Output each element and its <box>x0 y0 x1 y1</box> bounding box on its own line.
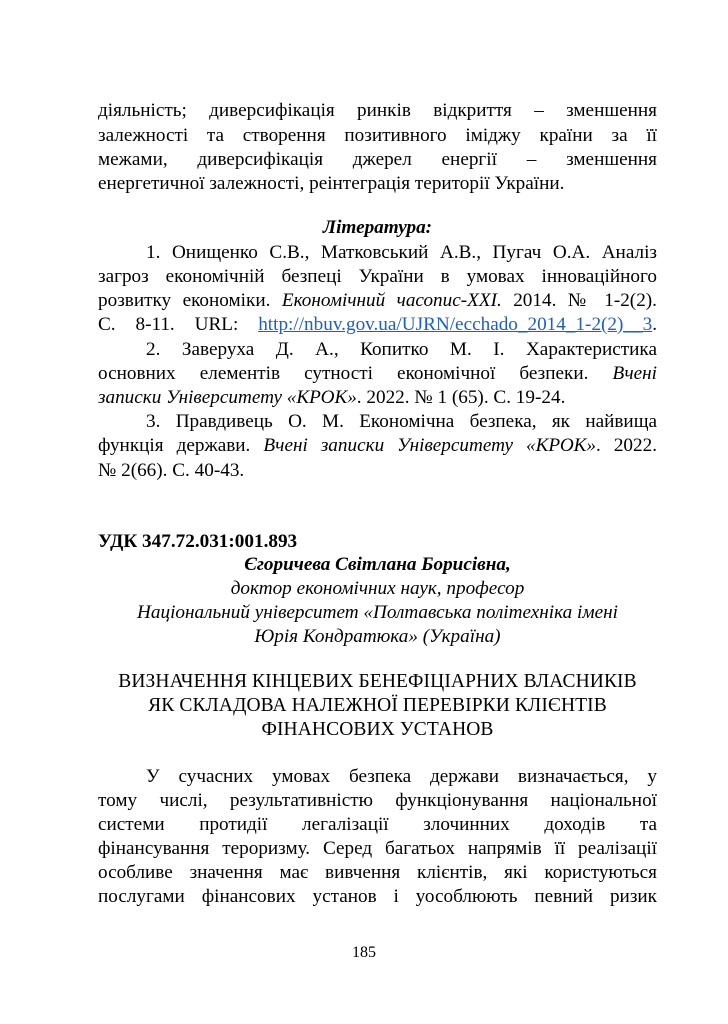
ref2-journal-rest: записки Університету «КРОК» <box>98 387 357 408</box>
ref1-pages: С. 8-11. URL: <box>98 314 259 335</box>
ref3-details: . 2022. <box>596 435 658 456</box>
intro-line-4: енергетичної залежності, реінтеграція території України. <box>98 173 565 194</box>
udc-code: УДК 347.72.031:001.893 <box>98 531 298 552</box>
ref2-details: . 2022. № 1 (65). С. 19-24. <box>356 387 566 408</box>
ref3-line-3: № 2(66). С. 40-43. <box>98 460 245 481</box>
ref3-line-1: 3. Правдивець О. М. Економічна безпека, як найвища <box>146 411 657 432</box>
ref1-url-link[interactable]: http://nbuv.gov.ua/UJRN/ecchado_2014_1-2(2)__3 <box>258 314 653 335</box>
ref2-journal-part: Вчені <box>612 363 657 384</box>
body-line-1: У сучасних умовах безпека держави визначається, у <box>146 766 657 787</box>
ref2-line-2 <box>98 362 657 386</box>
body-line-3: системи протидії легалізації злочинних доходів та <box>98 814 657 835</box>
ref3-text: функція держави. <box>98 435 264 456</box>
ref1-line-3 <box>98 289 657 313</box>
ref2-text: основних елементів сутності економічної безпеки. <box>98 363 613 384</box>
body-line-4: фінансування тероризму. Серед багатьох напрямів її реалізації <box>98 838 657 859</box>
page-number: 185 <box>352 944 376 961</box>
ref1-line-4 <box>98 313 657 337</box>
author-affiliation-1: Національний університет «Полтавська політехніка імені <box>137 602 618 623</box>
ref1-journal: Економічний часопис-XXI. <box>281 290 502 311</box>
ref2-line-3 <box>98 386 657 410</box>
body-line-6: послугами фінансових установ і уособлюють певний ризик <box>98 886 657 907</box>
ref3-line-2 <box>98 434 657 458</box>
author-degree: доктор економічних наук, професор <box>230 578 525 599</box>
ref2-line-1: 2. Заверуха Д. А., Копитко М. І. Характеристика <box>146 339 657 360</box>
article-title-line-3: ФІНАНСОВИХ УСТАНОВ <box>261 719 494 740</box>
author-name: Єгоричева Світлана Борисівна, <box>244 554 511 575</box>
body-line-2: тому числі, результативністю функціонування національної <box>98 790 657 811</box>
ref1-line-2: загроз економічній безпеці України в умовах інноваційного <box>98 266 657 287</box>
article-title-line-2: ЯК СКЛАДОВА НАЛЕЖНОЇ ПЕРЕВІРКИ КЛІЄНТІВ <box>148 695 607 716</box>
ref1-end: . <box>652 314 657 335</box>
ref1-details: 2014. № 1-2(2). <box>501 290 657 311</box>
body-line-5: особливе значення має вивчення клієнтів, які користуються <box>98 862 657 883</box>
references-heading: Література: <box>322 217 433 238</box>
intro-line-1: діяльність; диверсифікація ринків відкриття – зменшення <box>98 100 657 121</box>
ref1-line-1: 1. Онищенко С.В., Матковський А.В., Пугач О.А. Аналіз <box>146 242 657 263</box>
intro-line-2: залежності та створення позитивного іміджу країни за її <box>98 125 657 146</box>
intro-line-3: межами, диверсифікація джерел енергії – зменшення <box>98 149 657 170</box>
ref1-text: розвитку економіки. <box>98 290 282 311</box>
author-affiliation-2: Юрія Кондратюка» (Україна) <box>254 626 501 647</box>
ref3-journal: Вчені записки Університету «КРОК» <box>263 435 597 456</box>
article-title-line-1: ВИЗНАЧЕННЯ КІНЦЕВИХ БЕНЕФІЦІАРНИХ ВЛАСНИКІВ <box>118 671 637 692</box>
